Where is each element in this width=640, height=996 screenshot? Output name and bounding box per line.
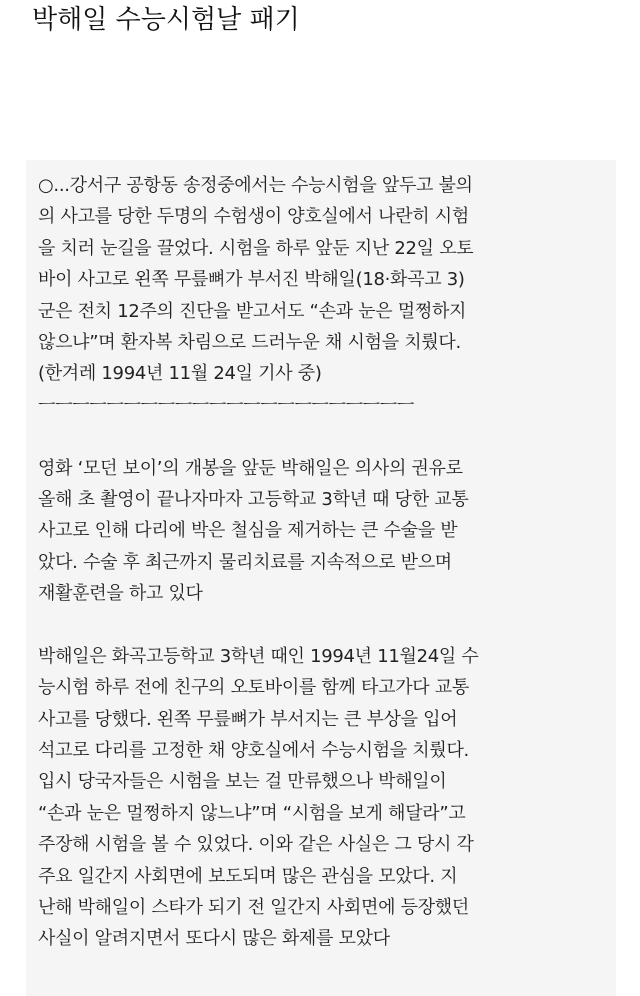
page-title: 박해일 수능시험날 패기 xyxy=(32,5,300,35)
divider-line: ㅡㅡㅡㅡㅡㅡㅡㅡㅡㅡㅡㅡㅡㅡㅡㅡㅡㅡㅡㅡㅡㅡ xyxy=(38,394,414,416)
spacer xyxy=(38,609,616,640)
quote-source: (한겨레 1994년 11월 24일 기사 중) xyxy=(38,363,322,385)
quote-line: 바이 사고로 왼쪽 무릎뼈가 부서진 박해일(18·화곡고 3) xyxy=(38,269,465,291)
paragraph-line: “손과 눈은 멀쩡하지 않느냐”며 “시험을 보게 해달라”고 xyxy=(38,802,466,824)
quote-line: 을 치러 눈길을 끌었다. 시험을 하루 앞둔 지난 22일 오토 xyxy=(38,237,474,259)
paragraph-line: 사고로 인해 다리에 박은 철심을 제거하는 큰 수술을 받 xyxy=(38,520,458,542)
paragraph-line: 주장해 시험을 볼 수 있었다. 이와 같은 사실은 그 당시 각 xyxy=(38,834,474,856)
quote-line: 의 사고를 당한 두명의 수험생이 양호실에서 나란히 시험 xyxy=(38,206,469,228)
paragraph-line: 능시험 하루 전에 친구의 오토바이를 함께 타고가다 교통 xyxy=(38,677,469,699)
quote-line: 않으냐”며 환자복 차림으로 드러누운 채 시험을 치뤘다. xyxy=(38,331,461,353)
paragraph-line: 사고를 당했다. 왼쪽 무릎뼈가 부서지는 큰 부상을 입어 xyxy=(38,708,458,730)
paragraph-1 xyxy=(38,453,616,610)
quote-line: 군은 전치 12주의 진단을 받고서도 “손과 눈은 멀쩡하지 xyxy=(38,300,467,322)
quote-line: ○...강서구 공항동 송정중에서는 수능시험을 앞두고 불의 xyxy=(38,175,473,196)
paragraph-line: 박해일은 화곡고등학교 3학년 때인 1994년 11월24일 수 xyxy=(38,645,479,667)
paragraph-line: 올해 초 촬영이 끝나자마자 고등학교 3학년 때 당한 교통 xyxy=(38,488,469,510)
paragraph-line: 난해 박해일이 스타가 되기 전 일간지 사회면에 등장했던 xyxy=(38,896,469,918)
paragraph-line: 사실이 알려지면서 또다시 많은 화제를 모았다 xyxy=(38,928,390,950)
spacer xyxy=(38,421,616,452)
paragraph-line: 재활훈련을 하고 있다 xyxy=(38,583,203,605)
paragraph-line: 주요 일간지 사회면에 보도되며 많은 관심을 모았다. 지 xyxy=(38,865,458,887)
paragraph-2 xyxy=(38,641,616,955)
paragraph-line: 입시 당국자들은 시험을 보는 걸 만류했으나 박해일이 xyxy=(38,771,447,793)
article-body xyxy=(26,160,616,996)
paragraph-line: 았다. 수술 후 최근까지 물리치료를 지속적으로 받으며 xyxy=(38,551,452,573)
paragraph-line: 영화 ‘모던 보이’의 개봉을 앞둔 박해일은 의사의 권유로 xyxy=(38,457,463,479)
quote-block xyxy=(38,170,616,421)
paragraph-line: 석고로 다리를 고정한 채 양호실에서 수능시험을 치뤘다. xyxy=(38,740,469,762)
